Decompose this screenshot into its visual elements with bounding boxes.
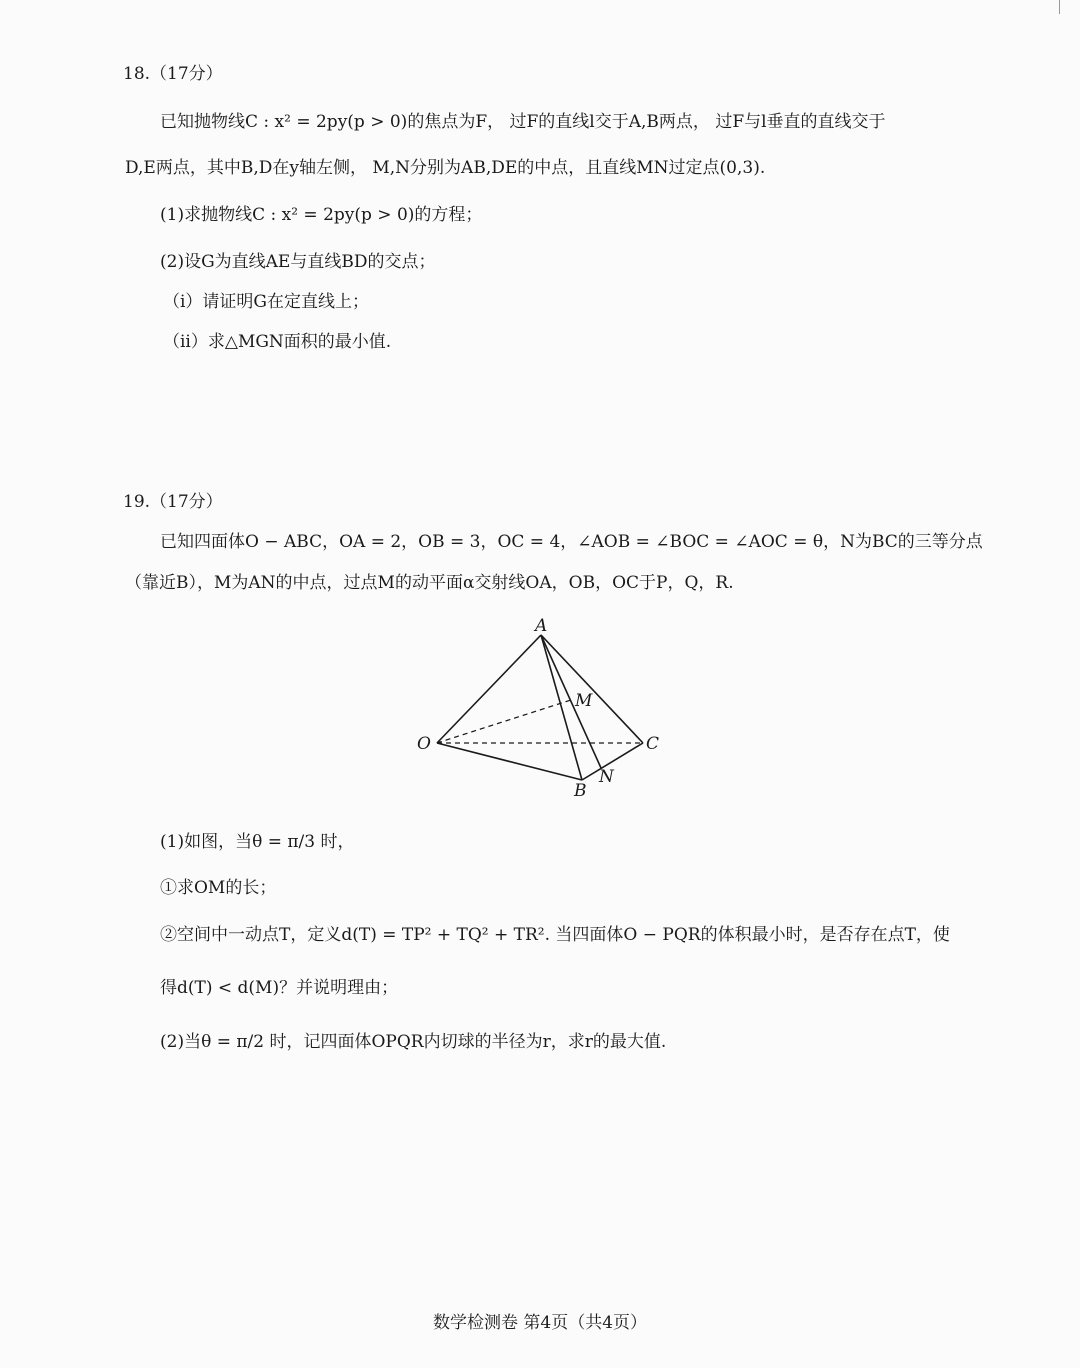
question-19-stem-line-2: （靠近B），M为AN的中点，过点M的动平面α交射线OA，OB，OC于P，Q，R.: [125, 573, 734, 593]
question-18-part-2-i: （i）请证明G在定直线上；: [163, 292, 370, 312]
question-19-part-1: (1)如图，当θ = π/3 时，: [160, 832, 355, 852]
question-19-heading: 19.（17分）: [123, 492, 223, 512]
scan-edge-mark: [1051, 0, 1060, 14]
tetrahedron-figure: [405, 610, 685, 800]
label-M: M: [575, 691, 593, 711]
question-19-part-2: (2)当θ = π/2 时，记四面体OPQR内切球的半径为r，求r的最大值.: [160, 1032, 667, 1052]
question-18-heading: 18.（17分）: [123, 64, 223, 84]
label-C: C: [646, 734, 660, 754]
label-A: A: [535, 616, 548, 636]
question-18-stem-line-1: 已知抛物线C : x² = 2py(p > 0)的焦点为F， 过F的直线l交于A,B两点， 过F与l垂直的直线交于: [160, 112, 886, 132]
page-footer: 数学检测卷 第4页（共4页）: [432, 1313, 648, 1333]
question-18-part-1: (1)求抛物线C : x² = 2py(p > 0)的方程；: [160, 205, 483, 225]
question-19-part-1-a: ①求OM的长；: [160, 878, 277, 898]
question-19-stem-line-1: 已知四面体O − ABC，OA = 2，OB = 3，OC = 4，∠AOB = ∠BOC = ∠AOC = θ，N为BC的三等分点: [160, 532, 983, 552]
label-N: N: [599, 767, 614, 787]
question-18-part-2: (2)设G为直线AE与直线BD的交点；: [160, 252, 436, 272]
label-B: B: [574, 781, 587, 800]
question-18-stem-line-2: D,E两点，其中B,D在y轴左侧， M,N分别为AB,DE的中点，且直线MN过定点(0,3).: [125, 158, 766, 178]
question-19-part-1-b-line-2: 得d(T) < d(M)？并说明理由；: [160, 978, 399, 998]
label-O: O: [417, 734, 431, 754]
question-19-part-1-b-line-1: ②空间中一动点T，定义d(T) = TP² + TQ² + TR². 当四面体O − PQR的体积最小时，是否存在点T，使: [160, 925, 950, 945]
edge-OB: [437, 743, 582, 780]
question-18-part-2-ii: （ii）求△MGN面积的最小值.: [163, 332, 392, 352]
